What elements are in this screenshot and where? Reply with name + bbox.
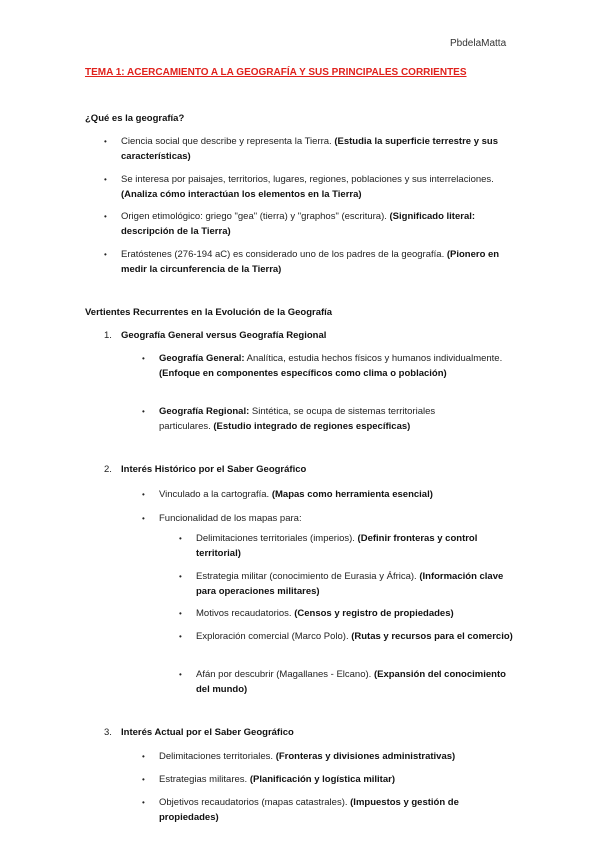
bullet-marker: • <box>179 670 182 679</box>
section-heading-que-es: ¿Qué es la geografía? <box>85 113 185 124</box>
list-item: Estrategias militares. (Planificación y logística militar) <box>159 774 395 785</box>
bullet-marker: • <box>104 137 107 146</box>
list-item: Estrategia militar (conocimiento de Eurasia y África). (Información clave para operaciones militares) <box>196 571 504 597</box>
author-name: PbdelaMatta <box>450 38 507 49</box>
bullet-marker: • <box>142 752 145 761</box>
list-item: Objetivos recaudatorios (mapas catastrales). (Impuestos y gestión de propiedades) <box>159 797 459 823</box>
list-item: Motivos recaudatorios. (Censos y registro de propiedades) <box>196 608 454 619</box>
bullet-marker: • <box>179 609 182 618</box>
bullet-marker: • <box>142 514 145 523</box>
subsection-heading: Interés Actual por el Saber Geográfico <box>121 727 294 738</box>
section-heading-vertientes: Vertientes Recurrentes en la Evolución de la Geografía <box>85 307 333 318</box>
bullet-marker: • <box>104 250 107 259</box>
list-number: 3. <box>104 727 112 738</box>
bullet-marker: • <box>179 534 182 543</box>
list-item: Geografía Regional: Sintética, se ocupa de sistemas territoriales particulares. (Estudio integrado de regiones específicas) <box>159 406 436 432</box>
list-item: Se interesa por paisajes, territorios, lugares, regiones, poblaciones y sus interrelaciones. (Analiza cómo interactúan los elementos en la Tierra) <box>121 174 494 200</box>
list-item: Geografía General: Analítica, estudia hechos físicos y humanos individualmente. (Enfoque en componentes específicos como clima o población) <box>159 353 503 379</box>
list-item: Vinculado a la cartografía. (Mapas como herramienta esencial) <box>159 489 433 500</box>
bullet-marker: • <box>142 798 145 807</box>
list-item: Delimitaciones territoriales. (Fronteras y divisiones administrativas) <box>159 751 456 762</box>
bullet-marker: • <box>142 490 145 499</box>
bullet-marker: • <box>142 407 145 416</box>
bullet-marker: • <box>104 212 107 221</box>
subsection-heading: Geografía General versus Geografía Regional <box>121 330 327 341</box>
bullet-marker: • <box>142 354 145 363</box>
bullet-marker: • <box>179 572 182 581</box>
document-title: TEMA 1: ACERCAMIENTO A LA GEOGRAFÍA Y SUS PRINCIPALES CORRIENTES <box>85 67 467 78</box>
list-item: Origen etimológico: griego "gea" (tierra) y "graphos" (escritura). (Significado literal: descripción de la Tierra) <box>121 211 476 237</box>
bullet-marker: • <box>104 175 107 184</box>
list-item: Exploración comercial (Marco Polo). (Rutas y recursos para el comercio) <box>196 631 513 642</box>
subsection-heading: Interés Histórico por el Saber Geográfico <box>121 464 307 475</box>
list-item: Ciencia social que describe y representa la Tierra. (Estudia la superficie terrestre y sus características) <box>121 136 499 162</box>
list-item: Funcionalidad de los mapas para: <box>159 513 302 524</box>
list-item: Afán por descubrir (Magallanes - Elcano). (Expansión del conocimiento del mundo) <box>196 669 506 695</box>
list-item: Eratóstenes (276-194 aC) es considerado uno de los padres de la geografía. (Pionero en medir la circunferencia de la Tierra) <box>121 249 500 275</box>
bullet-marker: • <box>179 632 182 641</box>
list-item: Delimitaciones territoriales (imperios). (Definir fronteras y control territorial) <box>196 533 478 559</box>
list-number: 2. <box>104 464 112 475</box>
list-number: 1. <box>104 330 112 341</box>
bullet-marker: • <box>142 775 145 784</box>
